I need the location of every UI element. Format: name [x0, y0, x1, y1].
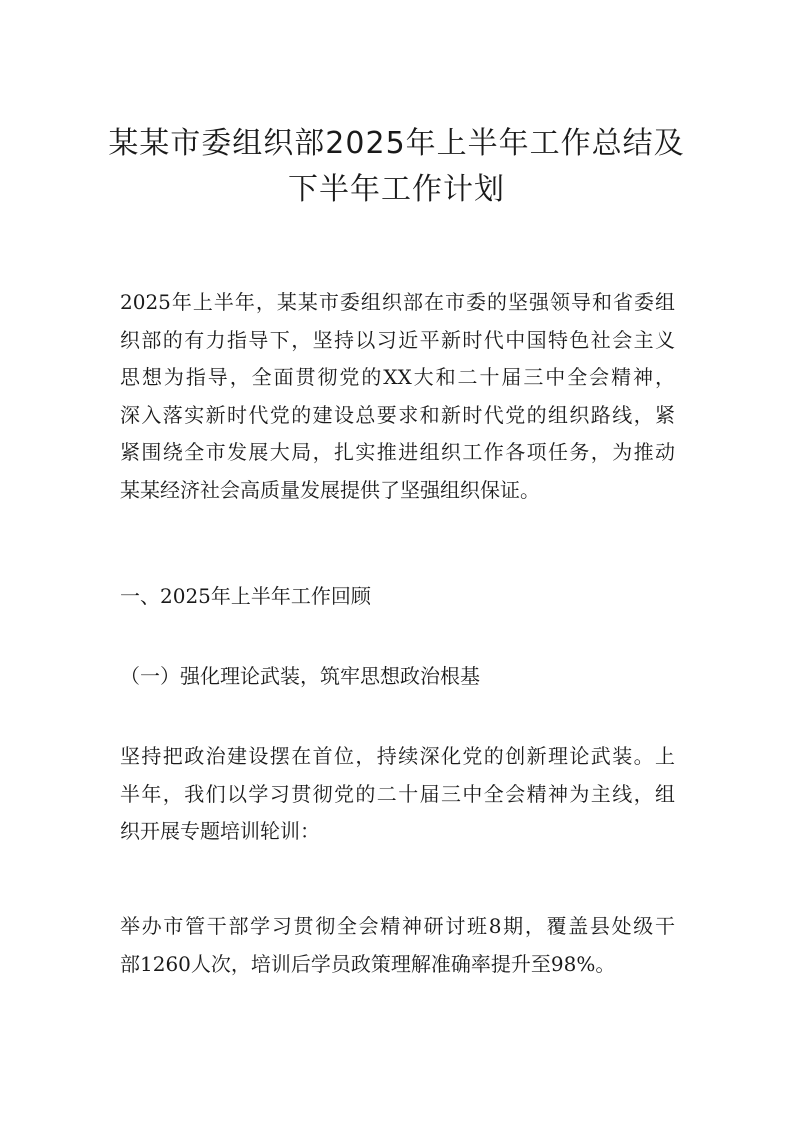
body-paragraph [120, 908, 675, 983]
section-heading: 一、2025年上半年工作回顾 [120, 584, 371, 608]
intro-line: 深入落实新时代党的建设总要求和新时代党的组织路线，紧 [120, 402, 675, 427]
body-line: 坚持把政治建设摆在首位，持续深化党的创新理论武装。上 [120, 744, 675, 768]
title-line-1: 某某市委组织部2025年上半年工作总结及 [108, 126, 685, 161]
body-line: 半年，我们以学习贯彻党的二十届三中全会精神为主线，组 [120, 781, 675, 806]
body-line: 举办市管干部学习贯彻全会精神研讨班8期，覆盖县处级干 [120, 914, 675, 938]
title-line-2: 下半年工作计划 [288, 172, 505, 207]
body-line: 织开展专题培训轮训： [120, 819, 320, 843]
intro-line: 织部的有力指导下，坚持以习近平新时代中国特色社会主义 [120, 327, 675, 352]
intro-line: 思想为指导，全面贯彻党的XX大和二十届三中全会精神， [120, 365, 675, 389]
body-paragraph [120, 738, 675, 851]
intro-line: 某某经济社会高质量发展提供了坚强组织保证。 [120, 477, 540, 502]
subsection-heading: （一）强化理论武装，筑牢思想政治根基 [120, 664, 480, 688]
document-title [100, 120, 693, 220]
intro-line: 2025年上半年，某某市委组织部在市委的坚强领导和省委组 [120, 290, 675, 314]
intro-line: 紧围绕全市发展大局，扎实推进组织工作各项任务，为推动 [120, 440, 675, 464]
intro-paragraph [120, 284, 675, 509]
body-line: 部1260人次，培训后学员政策理解准确率提升至98%。 [120, 951, 616, 976]
